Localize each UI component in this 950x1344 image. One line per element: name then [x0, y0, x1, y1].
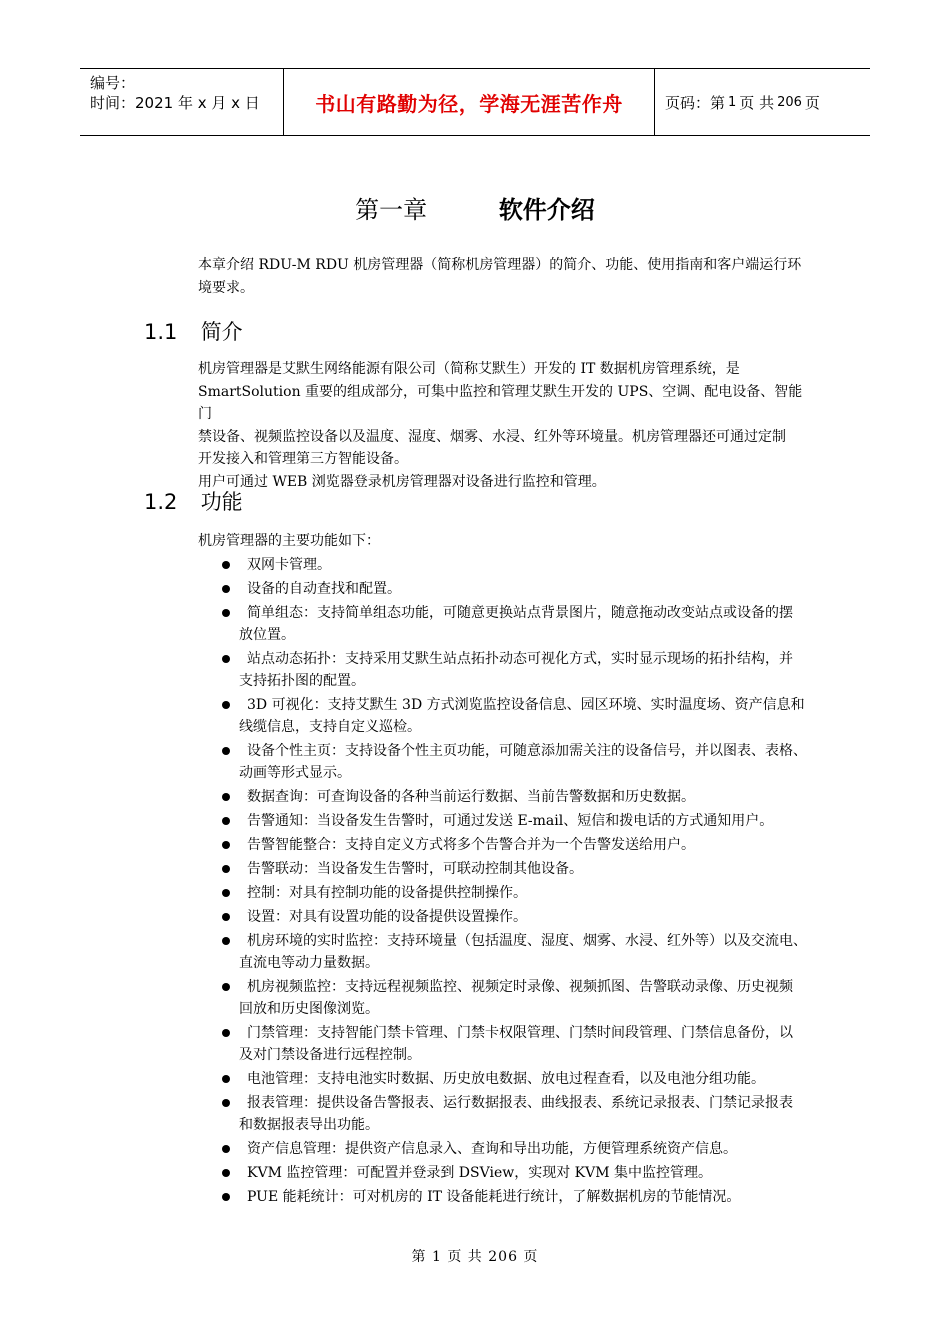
list-item: 机房视频监控：支持远程视频监控、视频定时录像、视频抓图、告警联动录像、历史视频 回放和历史图像浏览。 [222, 976, 822, 1020]
intro-line-2: 境要求。 [198, 279, 254, 296]
list-item: 机房环境的实时监控：支持环境量（包括温度、湿度、烟雾、水浸、红外等）以及交流电、 直流电等动力量数据。 [222, 930, 822, 974]
page-prefix: 页码：第 [665, 93, 726, 112]
intro-line-1: 本章介绍 RDU-M RDU 机房管理器（简称机房管理器）的简介、功能、使用指南和客户端运行环 [198, 257, 802, 273]
function-list [222, 554, 822, 1210]
list-item: 设备个性主页：支持设备个性主页功能，可随意添加需关注的设备信号，并以图表、表格、 动画等形式显示。 [222, 740, 822, 784]
section-number: 1.1 [144, 320, 178, 344]
list-item: 电池管理：支持电池实时数据、历史放电数据、放电过程查看，以及电池分组功能。 [222, 1068, 822, 1090]
section-title: 简介 [200, 320, 243, 344]
bullet-icon [222, 585, 230, 593]
chapter-name: 软件介绍 [498, 196, 595, 224]
list-item: 3D 可视化：支持艾默生 3D 方式浏览监控设备信息、园区环境、实时温度场、资产信息和 线缆信息，支持自定义巡检。 [222, 694, 822, 738]
section-heading-1-1 [144, 316, 243, 346]
document-header [80, 68, 870, 136]
section-heading-1-2 [144, 486, 243, 516]
bullet-icon [222, 1075, 230, 1083]
paragraph-line: 开发接入和管理第三方智能设备。 [198, 451, 408, 467]
list-item: 告警智能整合：支持自定义方式将多个告警合并为一个告警发送给用户。 [222, 834, 822, 856]
page-suffix: 页 [804, 93, 820, 112]
list-item: 控制：对具有控制功能的设备提供控制操作。 [222, 882, 822, 904]
paragraph-line: 禁设备、视频监控设备以及温度、湿度、烟雾、水浸、红外等环境量。机房管理器还可通过定制 [198, 428, 786, 445]
bullet-icon [222, 655, 230, 663]
section-1-1-body [198, 358, 810, 493]
header-page-info [655, 69, 870, 135]
list-item: 数据查询：可查询设备的各种当前运行数据、当前告警数据和历史数据。 [222, 786, 822, 808]
header-number: 编号： [90, 74, 136, 92]
bullet-icon [222, 1145, 230, 1153]
list-item: KVM 监控管理：可配置并登录到 DSView，实现对 KVM 集中监控管理。 [222, 1162, 822, 1184]
header-time: 时间：2021 年 x 月 x 日 [90, 94, 260, 112]
bullet-icon [222, 937, 230, 945]
bullet-icon [222, 1193, 230, 1201]
list-item: 双网卡管理。 [222, 554, 822, 576]
bullet-icon [222, 841, 230, 849]
paragraph-line: SmartSolution 重要的组成部分，可集中监控和管理艾默生开发的 UPS、空调、配电设备、智能门 [198, 383, 803, 422]
list-item: 报表管理：提供设备告警报表、运行数据报表、曲线报表、系统记录报表、门禁记录报表 和数据报表导出功能。 [222, 1092, 822, 1136]
list-item: 站点动态拓扑：支持采用艾默生站点拓扑动态可视化方式，实时显示现场的拓扑结构，并 支持拓扑图的配置。 [222, 648, 822, 692]
page-footer: 第 1 页 共 206 页 [411, 1249, 539, 1265]
list-item: 设备的自动查找和配置。 [222, 578, 822, 600]
bullet-icon [222, 865, 230, 873]
bullet-icon [222, 793, 230, 801]
chapter-intro [198, 254, 810, 299]
bullet-icon [222, 913, 230, 921]
page-current: 1 [728, 94, 737, 110]
paragraph-line: 用户可通过 WEB 浏览器登录机房管理器对设备进行监控和管理。 [198, 473, 606, 490]
chapter-title [0, 190, 950, 225]
header-motto: 书山有路勤为径，学海无涯苦作舟 [315, 91, 623, 116]
page-mid: 页 共 [739, 93, 775, 112]
header-motto-cell [283, 69, 655, 135]
bullet-icon [222, 609, 230, 617]
list-item: 简单组态：支持简单组态功能，可随意更换站点背景图片，随意拖动改变站点或设备的摆 放位置。 [222, 602, 822, 646]
bullet-icon [222, 561, 230, 569]
list-item: 设置：对具有设置功能的设备提供设置操作。 [222, 906, 822, 928]
list-item: PUE 能耗统计：可对机房的 IT 设备能耗进行统计，了解数据机房的节能情况。 [222, 1186, 822, 1208]
list-item: 资产信息管理：提供资产信息录入、查询和导出功能，方便管理系统资产信息。 [222, 1138, 822, 1160]
function-lead: 机房管理器的主要功能如下： [198, 533, 380, 549]
page-total: 206 [777, 94, 802, 110]
bullet-icon [222, 701, 230, 709]
section-title: 功能 [200, 490, 243, 514]
list-item: 门禁管理：支持智能门禁卡管理、门禁卡权限管理、门禁时间段管理、门禁信息备份，以 及对门禁设备进行远程控制。 [222, 1022, 822, 1066]
list-item: 告警联动：当设备发生告警时，可联动控制其他设备。 [222, 858, 822, 880]
chapter-number: 第一章 [355, 196, 428, 224]
header-meta [80, 69, 283, 135]
bullet-icon [222, 747, 230, 755]
paragraph-line: 机房管理器是艾默生网络能源有限公司（简称艾默生）开发的 IT 数据机房管理系统，是 [198, 361, 740, 377]
bullet-icon [222, 1099, 230, 1107]
bullet-icon [222, 889, 230, 897]
section-number: 1.2 [144, 490, 178, 514]
list-item: 告警通知：当设备发生告警时，可通过发送 E-mail、短信和拨电话的方式通知用户。 [222, 810, 822, 832]
bullet-icon [222, 817, 230, 825]
bullet-icon [222, 1029, 230, 1037]
bullet-icon [222, 983, 230, 991]
bullet-icon [222, 1169, 230, 1177]
